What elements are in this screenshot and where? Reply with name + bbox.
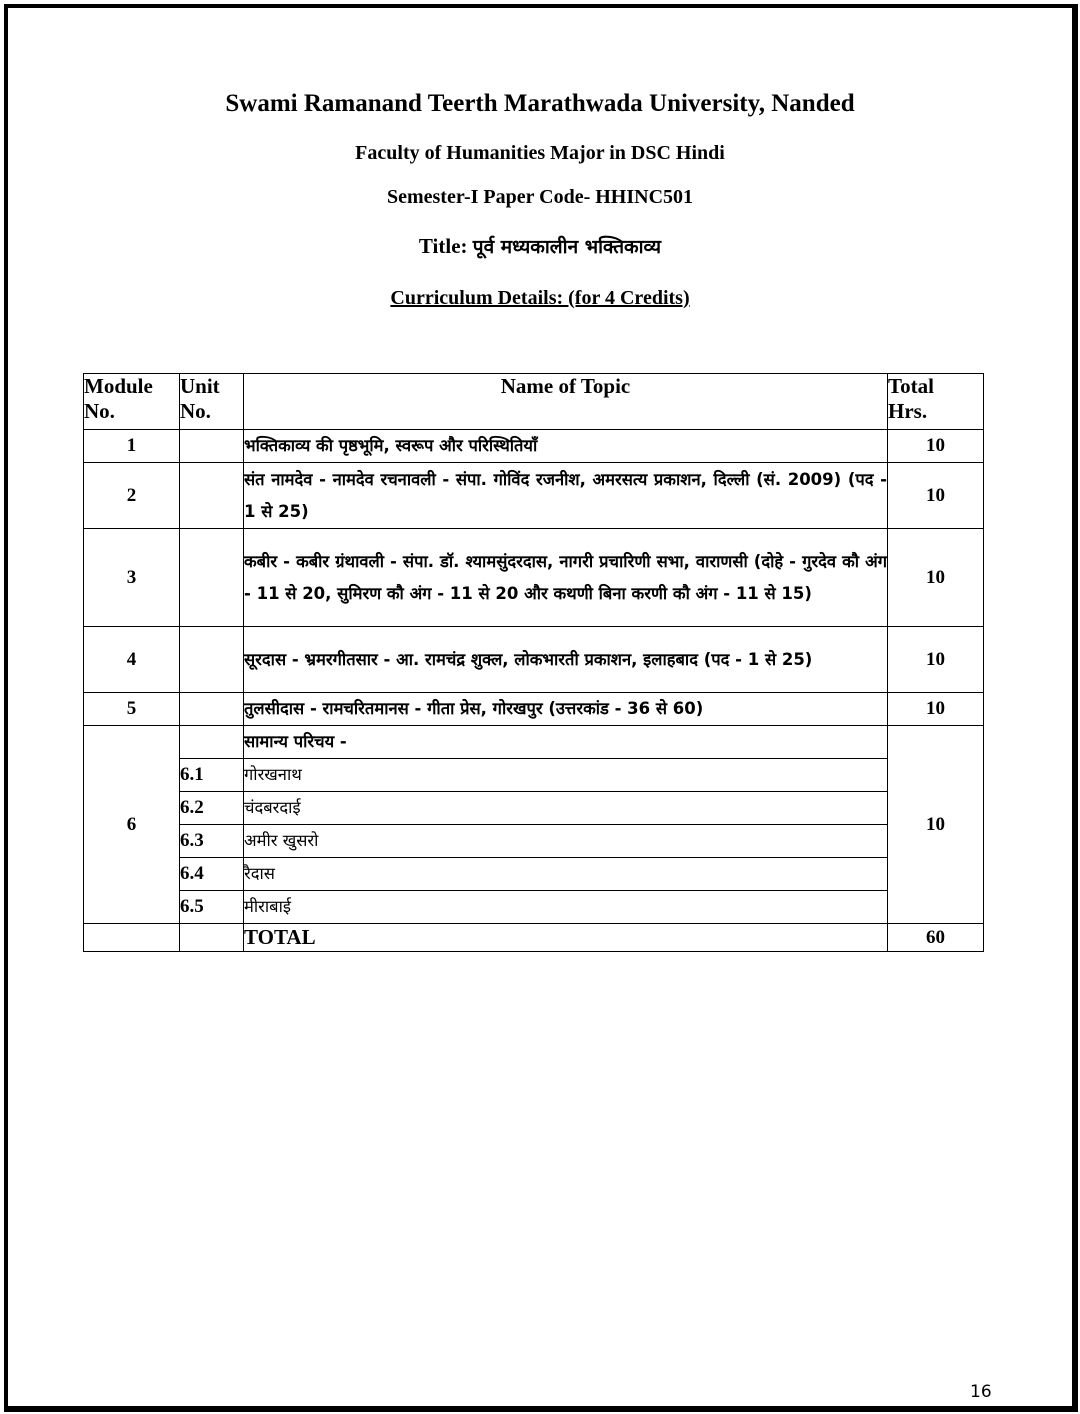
module-no: 1 bbox=[84, 430, 180, 463]
unit-no bbox=[180, 693, 244, 726]
col-header-module: Module No. bbox=[84, 374, 180, 430]
topic-cell: रैदास bbox=[244, 858, 888, 891]
unit-no: 6.3 bbox=[180, 825, 244, 858]
table-row bbox=[84, 529, 984, 627]
table-row bbox=[84, 858, 984, 891]
hours-cell: 10 bbox=[888, 693, 984, 726]
module-no: 2 bbox=[84, 463, 180, 529]
hours-cell: 10 bbox=[888, 529, 984, 627]
table-row bbox=[84, 430, 984, 463]
curriculum-heading bbox=[0, 287, 1080, 310]
topic-cell: मीराबाई bbox=[244, 891, 888, 924]
module-no: 5 bbox=[84, 693, 180, 726]
topic-cell: तुलसीदास - रामचरितमानस - गीता प्रेस, गोरखपुर (उत्तरकांड - 36 से 60) bbox=[244, 693, 888, 726]
topic-cell: सूरदास - भ्रमरगीतसार - आ. रामचंद्र शुक्ल, लोकभारती प्रकाशन, इलाहबाद (पद - 1 से 25) bbox=[244, 627, 888, 693]
table-row bbox=[84, 693, 984, 726]
curriculum-text: Curriculum Details: (for 4 Credits) bbox=[390, 287, 690, 309]
topic-cell: कबीर - कबीर ग्रंथावली - संपा. डॉ. श्यामसुंदरदास, नागरी प्रचारिणी सभा, वाराणसी (दोहे - गुरदेव कौ अंग - 11 से 20, सुमिरण कौ अंग - 11 से 20 और कथणी बिना करणी कौ अंग - 11 से 15) bbox=[244, 529, 888, 627]
table-row bbox=[84, 891, 984, 924]
unit-no: 6.2 bbox=[180, 792, 244, 825]
hours-cell: 10 bbox=[888, 726, 984, 924]
title-text: पूर्व मध्यकालीन भक्तिकाव्य bbox=[472, 236, 662, 258]
topic-cell: भक्तिकाव्य की पृष्ठभूमि, स्वरूप और परिस्थितियाँ bbox=[244, 430, 888, 463]
unit-no: 6.4 bbox=[180, 858, 244, 891]
topic-cell: चंदबरदाई bbox=[244, 792, 888, 825]
module-no: 4 bbox=[84, 627, 180, 693]
unit-no: 6.5 bbox=[180, 891, 244, 924]
table-row bbox=[84, 726, 984, 759]
unit-no: 6.1 bbox=[180, 759, 244, 792]
total-label: TOTAL bbox=[244, 924, 888, 952]
unit-no bbox=[180, 924, 244, 952]
topic-cell: गोरखनाथ bbox=[244, 759, 888, 792]
title-prefix: Title: bbox=[418, 234, 468, 258]
module-no bbox=[84, 924, 180, 952]
unit-no bbox=[180, 627, 244, 693]
topic-cell: अमीर खुसरो bbox=[244, 825, 888, 858]
total-hours: 60 bbox=[888, 924, 984, 952]
module-no: 3 bbox=[84, 529, 180, 627]
hours-cell: 10 bbox=[888, 463, 984, 529]
col-header-hours: Total Hrs. bbox=[888, 374, 984, 430]
unit-no bbox=[180, 529, 244, 627]
hours-cell: 10 bbox=[888, 430, 984, 463]
unit-no bbox=[180, 430, 244, 463]
table-row bbox=[84, 463, 984, 529]
faculty-line: Faculty of Humanities Major in DSC Hindi bbox=[355, 142, 725, 164]
topic-cell: संत नामदेव - नामदेव रचनावली - संपा. गोविंद रजनीश, अमरसत्य प्रकाशन, दिल्ली (सं. 2009) (पद - 1 से 25) bbox=[244, 463, 888, 529]
table-header-row bbox=[84, 374, 984, 430]
module-no: 6 bbox=[84, 726, 180, 924]
unit-no bbox=[180, 726, 244, 759]
table-row bbox=[84, 792, 984, 825]
table-total-row bbox=[84, 924, 984, 952]
unit-no bbox=[180, 463, 244, 529]
syllabus-table bbox=[83, 373, 984, 952]
table-row bbox=[84, 627, 984, 693]
table-row bbox=[84, 759, 984, 792]
topic-cell: सामान्य परिचय - bbox=[244, 726, 888, 759]
paper-title bbox=[0, 233, 1080, 259]
university-name: Swami Ramanand Teerth Marathwada University, Nanded bbox=[225, 90, 855, 117]
col-header-unit: Unit No. bbox=[180, 374, 244, 430]
col-header-topic: Name of Topic bbox=[244, 374, 888, 430]
table-row bbox=[84, 825, 984, 858]
semester-paper-code: Semester-I Paper Code- HHINC501 bbox=[386, 186, 694, 208]
page-number: 16 bbox=[970, 1382, 992, 1402]
hours-cell: 10 bbox=[888, 627, 984, 693]
